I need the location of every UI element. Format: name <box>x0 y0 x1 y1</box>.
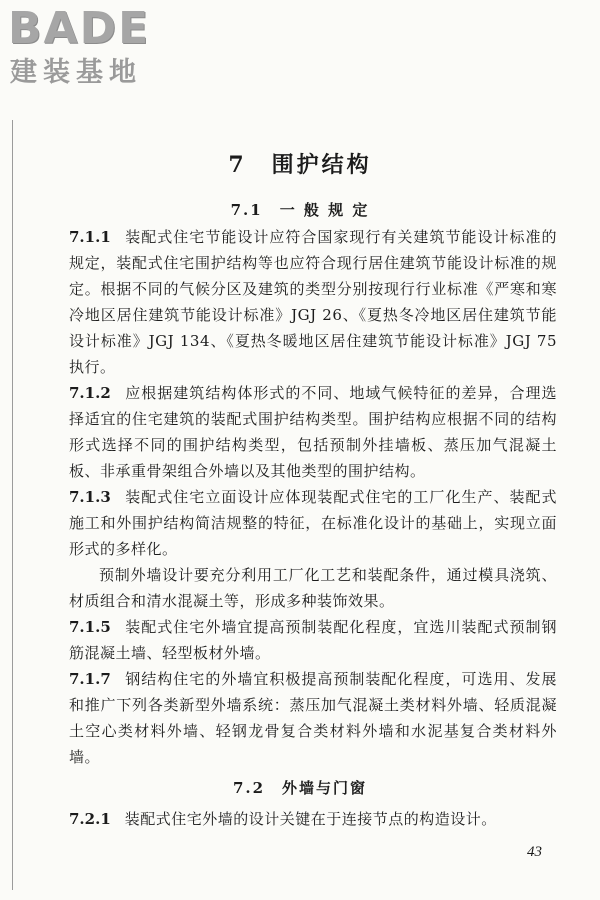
chapter-title: 7 围护结构 <box>228 151 372 178</box>
paragraph-number: 7.1.1 <box>69 228 111 246</box>
paragraph-text: 预制外墙设计要充分利用工厂化工艺和装配条件，通过模具浇筑、材质组合和清水混凝土等，形成多种装饰效果。 <box>69 566 557 610</box>
paragraph-number: 7.1.2 <box>69 384 111 402</box>
section-7-2-content <box>69 806 557 832</box>
paragraph-7-1-5 <box>69 614 557 666</box>
paragraph-7-1-1 <box>69 224 557 380</box>
section-7-1-content <box>69 224 557 770</box>
paragraph-text: 装配式住宅外墙的设计关键在于连接节点的构造设计。 <box>124 810 497 828</box>
paragraph-text: 应根据建筑结构体形式的不同、地域气候特征的差异，合理选择适宜的住宅建筑的装配式围护结构类型。围护结构应根据不同的结构形式选择不同的围护结构类型，包括预制外挂墙板、蒸压加气混凝土板、非承重骨架组合外墙以及其他类型的围护结构。 <box>69 384 557 480</box>
paragraph-number: 7.1.7 <box>69 670 111 688</box>
left-margin-rule <box>12 120 13 890</box>
paragraph-7-2-1 <box>69 806 557 832</box>
paragraph-text: 钢结构住宅的外墙宜积极提高预制装配化程度，可选用、发展和推广下列各类新型外墙系统：蒸压加气混凝土类材料外墙、轻质混凝土空心类材料外墙、轻钢龙骨复合类材料外墙和水泥基复合类材料外墙。 <box>69 670 557 766</box>
logo-wordmark: BADE <box>8 3 151 54</box>
paragraph-number: 7.1.3 <box>69 488 111 506</box>
paragraph-7-1-7 <box>69 666 557 770</box>
paragraph-7-1-3-continued <box>69 562 557 614</box>
paragraph-7-1-2 <box>69 380 557 484</box>
paragraph-text: 装配式住宅外墙宜提高预制装配化程度，宜选川装配式预制钢筋混凝土墙、轻型板材外墙。 <box>69 618 557 662</box>
paragraph-number: 7.1.5 <box>69 618 111 636</box>
paragraph-text: 装配式住宅立面设计应体现装配式住宅的工厂化生产、装配式施工和外围护结构简洁规整的特征，在标准化设计的基础上，实现立面形式的多样化。 <box>69 488 557 558</box>
paragraph-text: 装配式住宅节能设计应符合国家现行有关建筑节能设计标准的规定，装配式住宅围护结构等也应符合现行居住建筑节能设计标准的规定。根据不同的气候分区及建筑的类型分别按现行行业标准《严寒和寒冷地区居住建筑节能设计标准》JGJ 26、《夏热冬冷地区居住建筑节能设计标准》JGJ 134、《夏热冬暖地区居住建筑节能设计标准》JGJ 75 执行。 <box>69 228 557 376</box>
page-number: 43 <box>527 844 542 860</box>
section-title-7-1: 7.1 一 般 规 定 <box>230 201 370 220</box>
logo-subtitle: 建装基地 <box>10 57 142 88</box>
section-title-7-2: 7.2 外墙与门窗 <box>232 779 368 798</box>
paragraph-number: 7.2.1 <box>69 810 111 828</box>
bade-logo <box>8 3 178 92</box>
paragraph-7-1-3 <box>69 484 557 562</box>
